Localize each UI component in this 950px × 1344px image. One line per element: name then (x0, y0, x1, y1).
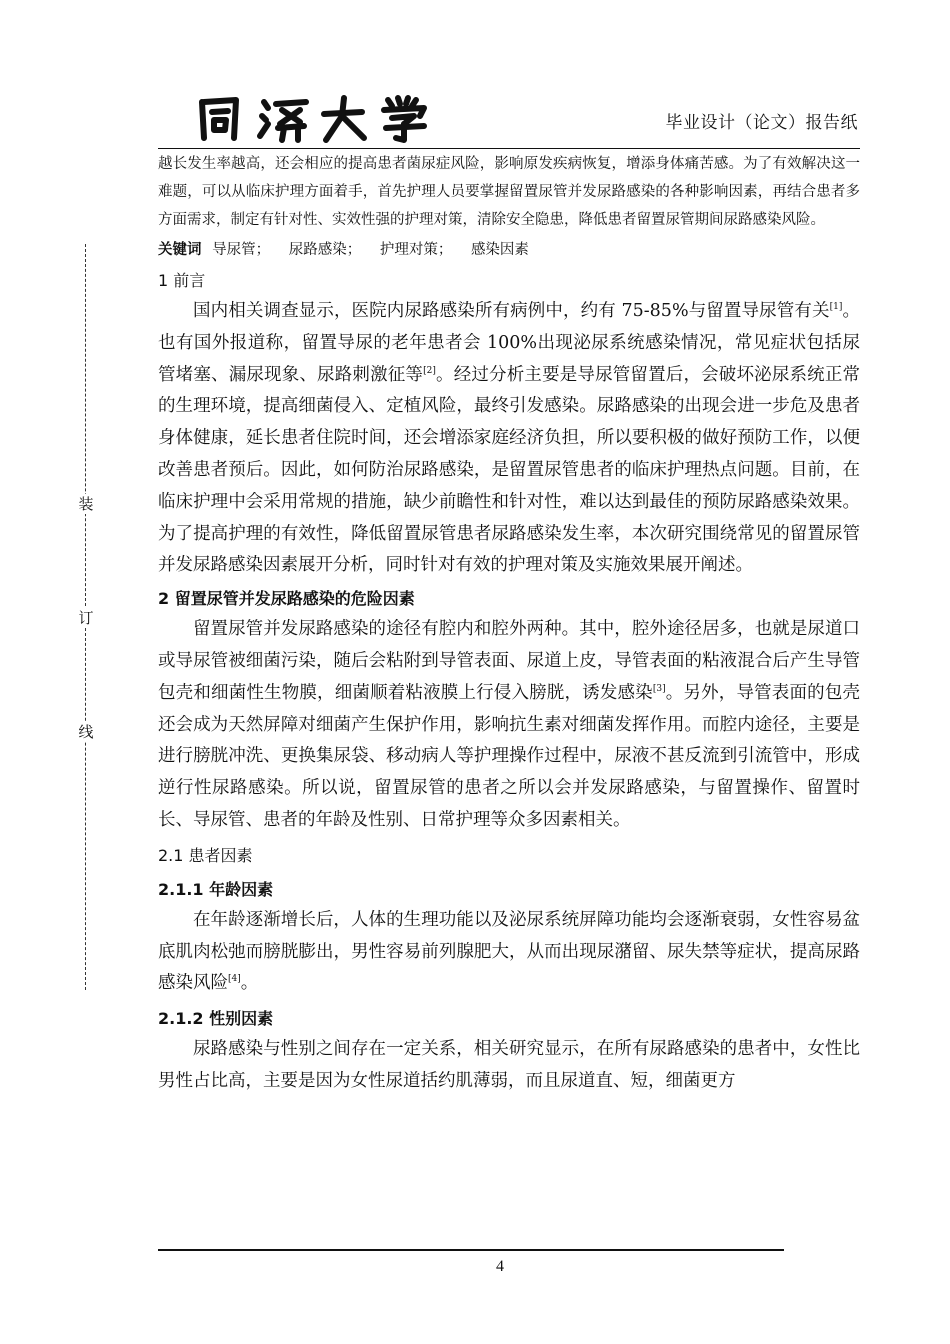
binding-char-zhuang: 装 (78, 495, 94, 513)
university-logo-calligraphy (192, 92, 432, 144)
page-body (158, 150, 860, 1098)
text-run: 国内相关调查显示，医院内尿路感染所有病例中，约有 75-85%与留置导尿管有关 (193, 301, 830, 321)
section-heading-risk-factors: 2 留置尿管并发尿路感染的危险因素 (158, 589, 415, 609)
binding-char-ding: 订 (78, 609, 94, 627)
introduction-paragraph (158, 296, 860, 582)
citation-ref: [2] (423, 365, 436, 376)
text-run: 在年龄逐渐增长后，人体的生理功能以及泌尿系统屏障功能均会逐渐衰弱，女性容易盆底肌肉松弛而膀胱膨出，男性容易前列腺肥大，从而出现尿潴留、尿失禁等症状，提高尿路感染风险 (158, 909, 860, 994)
section-heading-introduction: 1 前言 (158, 271, 206, 290)
subsection-heading-patient-factors: 2.1 患者因素 (158, 845, 253, 865)
keywords-line (158, 236, 860, 264)
text-run: 。 (240, 973, 259, 994)
text-run: 。经过分析主要是导尿管留置后，会破坏泌尿系统正常的生理环境，提高细菌侵入、定植风险，最终引发感染。尿路感染的出现会进一步危及患者身体健康，延长患者住院时间，还会增添家庭经济负担，所以要积极的做好预防工作，以便改善患者预后。因此，如何防治尿路感染，是留置尿管患者的临床护理热点问题。目前，在临床护理中会采用常规的措施，缺少前瞻性和针对性，难以达到最佳的预防尿路感染效果。为了提高护理的有效性，降低留置尿管患者尿路感染发生率，本次研究围绕常见的留置尿管并发尿路感染因素展开分析，同时针对有效的护理对策及实施效果展开阐述。 (158, 364, 861, 576)
citation-ref: [3] (652, 683, 666, 694)
text-run: 留置尿管并发尿路感染的途径有腔内和腔外两种。其中，腔外途径居多，也就是尿道口或导尿管被细菌污染，随后会粘附到导管表面、尿道上皮，导管表面的粘液混合后产生导管包壳和细菌性生物膜，细菌顺着粘液膜上行侵入膀胱，诱发感染 (158, 619, 860, 703)
subsubsection-heading-age: 2.1.1 年龄因素 (158, 879, 274, 899)
footer-divider (158, 1249, 784, 1251)
keyword-item: 感染因素 (470, 242, 529, 258)
subsubsection-heading-gender: 2.1.2 性别因素 (158, 1009, 274, 1029)
text-run: 。也有国外报道称，留置导尿的老年患者会 100%出现泌尿系统感染情况，常见症状包括尿管堵塞、漏尿现象、尿路刺激征等 (158, 301, 861, 385)
text-run: 。另外，导管表面的包壳还会成为天然屏障对细菌产生保护作用，影响抗生素对细菌发挥作用。而腔内途径，主要是进行膀胱冲洗、更换集尿袋、移动病人等护理操作过程中，尿液不甚反流到引流管中，形成逆行性尿路感染。所以说，留置尿管的患者之所以会并发尿路感染，与留置操作、留置时长、导尿管、患者的年龄及性别、日常护理等众多因素相关。 (158, 682, 860, 830)
keyword-item: 护理对策； (379, 242, 453, 258)
page-number: 4 (496, 1258, 504, 1275)
age-factor-paragraph (158, 905, 860, 1000)
header-divider (158, 148, 860, 149)
keyword-item: 导尿管； (212, 242, 271, 258)
risk-factors-paragraph (158, 614, 860, 837)
citation-ref: [4] (228, 974, 241, 985)
citation-ref: [1] (829, 302, 843, 313)
university-logo (192, 92, 432, 144)
report-paper-title: 毕业设计（论文）报告纸 (665, 113, 858, 133)
binding-char-xian: 线 (78, 723, 94, 741)
gender-factor-paragraph: 尿路感染与性别之间存在一定关系，相关研究显示，在所有尿路感染的患者中，女性比男性占比高，主要是因为女性尿道括约肌薄弱，而且尿道直、短，细菌更方 (158, 1039, 860, 1091)
keyword-item: 尿路感染； (288, 242, 362, 258)
keywords-label: 关键词 (158, 242, 202, 258)
abstract-text: 越长发生率越高，还会相应的提高患者菌尿症风险，影响原发疾病恢复，增添身体痛苦感。为了有效解决这一难题，可以从临床护理方面着手，首先护理人员要掌握留置尿管并发尿路感染的各种影响因素，再结合患者多方面需求，制定有针对性、实效性强的护理对策，清除安全隐患，降低患者留置尿管期间尿路感染风险。 (158, 156, 860, 228)
